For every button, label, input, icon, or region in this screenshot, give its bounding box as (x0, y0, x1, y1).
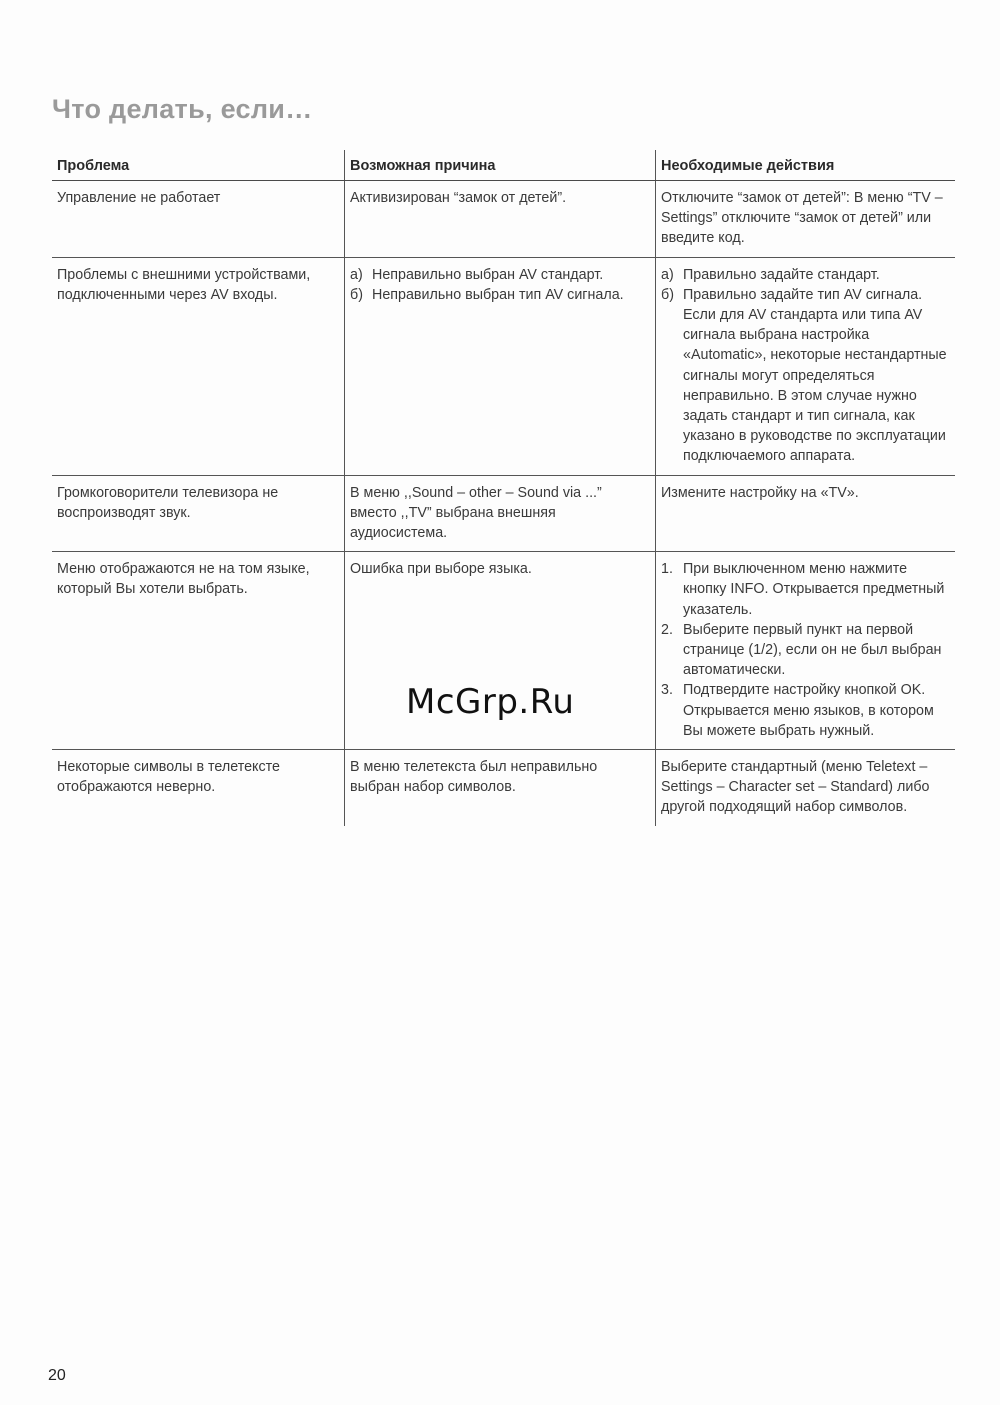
watermark: McGrp.Ru (406, 682, 575, 722)
header-action: Необходимые действия (656, 150, 956, 181)
cell-problem: Управление не работает (52, 181, 345, 258)
list-marker: 2. (661, 621, 673, 638)
list-text: При выключенном меню нажмите кнопку INFO. Открывается предметный указатель. (683, 561, 945, 618)
table-row (52, 750, 955, 826)
cell-problem: Проблемы с внешними устройствами, подключенными через AV входы. (52, 257, 345, 475)
header-problem: Проблема (52, 150, 345, 181)
list-item (661, 285, 950, 467)
cell-action (656, 257, 956, 475)
cell-problem: Громкоговорители телевизора не воспроизводят звук. (52, 475, 345, 552)
list-marker: б) (350, 286, 363, 303)
table-row (52, 257, 955, 475)
list-text: Выберите первый пункт на первой странице (1/2), если он не был выбран автоматически. (683, 621, 942, 679)
table-row (52, 181, 955, 258)
cell-action: Выберите стандартный (меню Teletext – Settings – Character set – Standard) либо другой подходящий набор символов. (656, 750, 956, 826)
list-marker: а) (350, 266, 363, 283)
list-marker: 1. (661, 561, 673, 578)
list-item (661, 559, 950, 620)
list-text: Правильно задайте тип AV сигнала. Если для AV стандарта или типа AV сигнала выбрана настройка «Automatic», некоторые нестандартные сигналы могут определяться неправильно. В этом случае нужно задать стандарт и тип сигнала, как указано в руководстве по эксплуатации подключаемого аппарата. (683, 286, 947, 465)
cell-action (656, 552, 956, 750)
cell-cause: Ошибка при выборе языка. (345, 552, 656, 750)
header-cause: Возможная причина (345, 150, 656, 181)
list-item (661, 620, 950, 681)
table-header-row (52, 150, 955, 181)
list-item (661, 680, 950, 741)
cell-problem: Меню отображаются не на том языке, который Вы хотели выбрать. (52, 552, 345, 750)
cell-cause: В меню ,,Sound – other – Sound via ...” вместо ,,TV” выбрана внешняя аудиосистема. (345, 475, 656, 552)
list-item (350, 265, 650, 285)
list-marker: а) (661, 266, 674, 283)
list-text: Неправильно выбран AV стандарт. (372, 266, 604, 283)
cell-cause (345, 257, 656, 475)
cell-cause: В меню телетекста был неправильно выбран набор символов. (345, 750, 656, 826)
page-number: 20 (48, 1367, 66, 1384)
list-item (350, 285, 650, 305)
troubleshooting-table (52, 150, 955, 826)
list-text: Правильно задайте стандарт. (683, 266, 880, 283)
table-row (52, 475, 955, 552)
list-marker: б) (661, 286, 674, 303)
list-item (661, 265, 950, 285)
page-title: Что делать, если… (52, 94, 313, 124)
cell-action: Измените настройку на «TV». (656, 475, 956, 552)
list-text: Подтвердите настройку кнопкой OK. Открывается меню языков, в котором Вы можете выбрать нужный. (683, 682, 934, 739)
cell-action: Отключите “замок от детей”: В меню “TV – Settings” отключите “замок от детей” или введите код. (656, 181, 956, 258)
list-marker: 3. (661, 682, 673, 699)
cell-problem: Некоторые символы в телетексте отображаются неверно. (57, 759, 280, 796)
cell-cause: Активизирован “замок от детей”. (345, 181, 656, 258)
list-text: Неправильно выбран тип AV сигнала. (372, 286, 624, 303)
